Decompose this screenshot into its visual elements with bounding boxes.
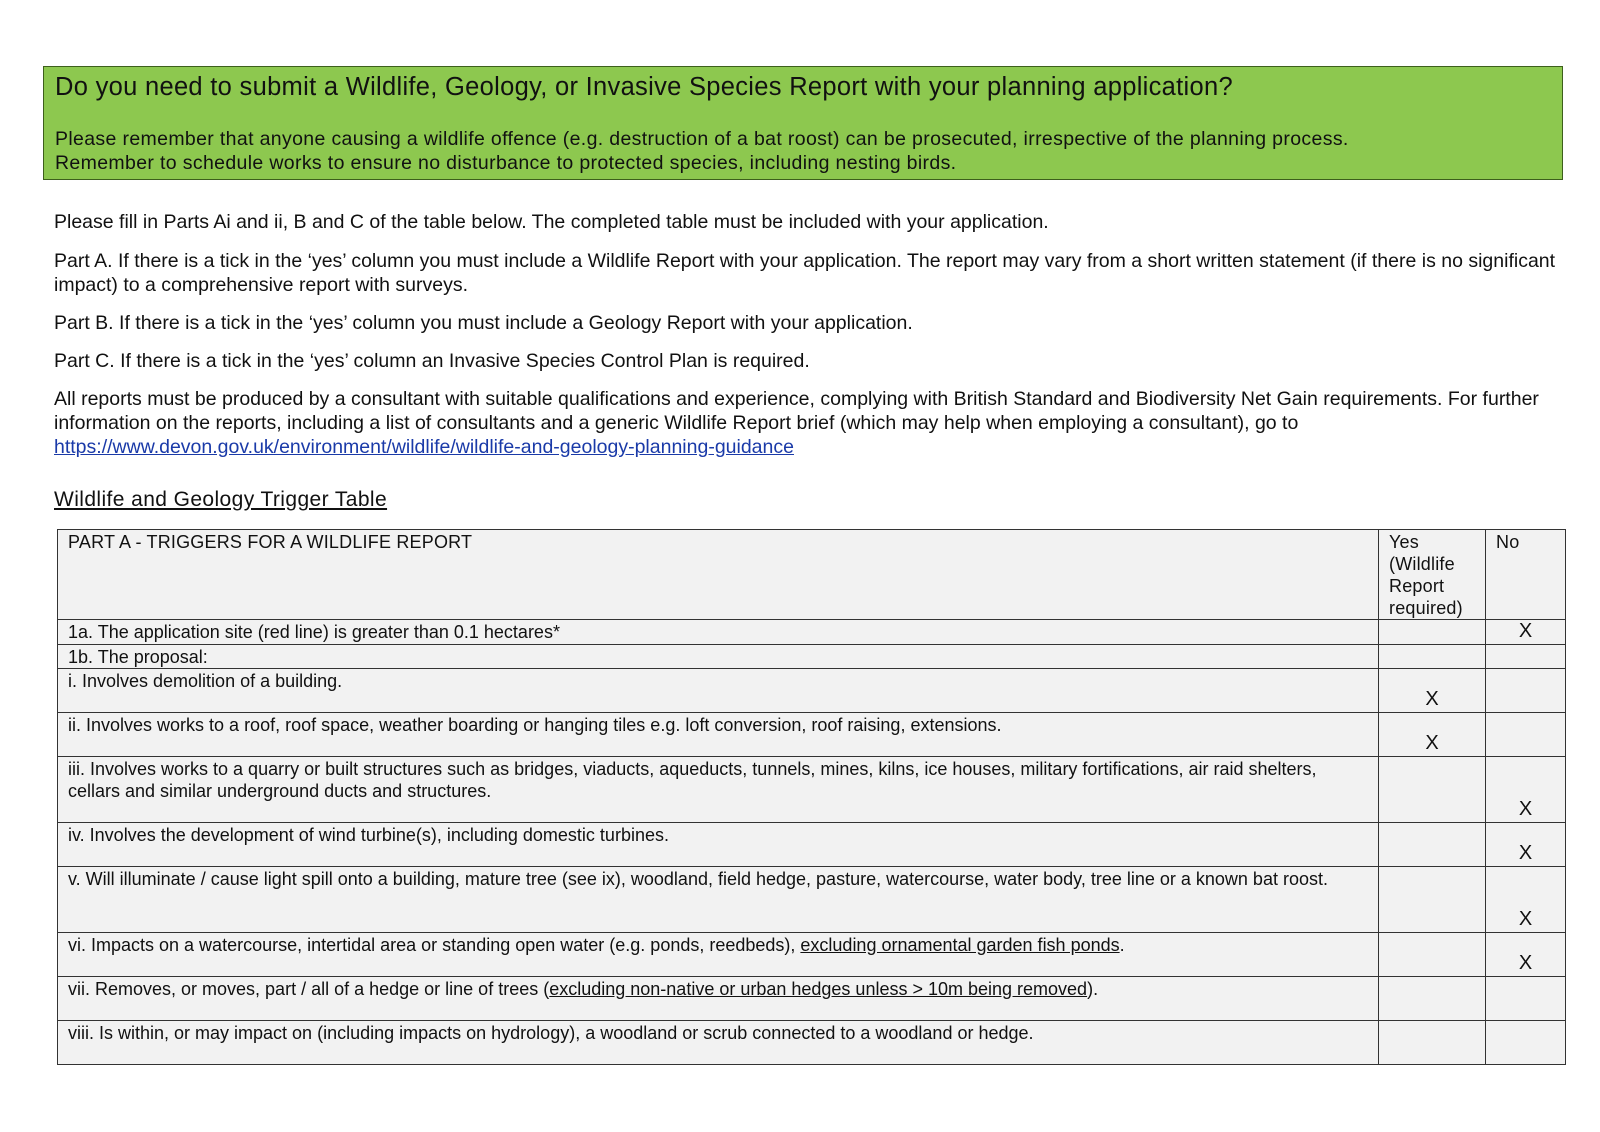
row-vi-text-before: vi. Impacts on a watercourse, intertidal area or standing open water (e.g. ponds, reedbeds), <box>68 935 801 955</box>
fill-in-instruction: Please fill in Parts Ai and ii, B and C of the table below. The completed table must be included with your application. <box>54 211 1049 233</box>
banner-title: Do you need to submit a Wildlife, Geology, or Invasive Species Report with your planning application? <box>55 73 1233 101</box>
table-row <box>58 823 1566 867</box>
row-v-no[interactable]: X <box>1486 867 1566 933</box>
intro-reports <box>54 387 1564 459</box>
banner-note-line-1: Please remember that anyone causing a wildlife offence (e.g. destruction of a bat roost) can be prosecuted, irrespective of the planning process. <box>55 128 1349 150</box>
table-row <box>58 933 1566 977</box>
row-ii-text: ii. Involves works to a roof, roof space, weather boarding or hanging tiles e.g. loft conversion, roof raising, extensions. <box>58 713 1379 757</box>
row-vii-text-underlined: excluding non-native or urban hedges unless > 10m being removed <box>549 979 1088 999</box>
row-vii-text-before: vii. Removes, or moves, part / all of a hedge or line of trees ( <box>68 979 550 999</box>
intro-part-b <box>54 311 1564 335</box>
row-ii-yes[interactable]: X <box>1379 713 1486 757</box>
row-iv-yes[interactable] <box>1379 823 1486 867</box>
table-row <box>58 669 1566 713</box>
intro-part-a <box>54 249 1564 297</box>
row-i-yes[interactable]: X <box>1379 669 1486 713</box>
row-iii-text: iii. Involves works to a quarry or built structures such as bridges, viaducts, aqueducts, tunnels, mines, kilns, ice houses, military fortifications, air raid shelters, cellars and similar underground ducts and structures. <box>58 757 1379 823</box>
section-heading: Wildlife and Geology Trigger Table <box>54 488 388 511</box>
row-vi-yes[interactable] <box>1379 933 1486 977</box>
table-row <box>58 620 1566 645</box>
row-1a-no[interactable]: X <box>1486 620 1566 645</box>
table-row <box>58 977 1566 1021</box>
row-vii-text <box>58 977 1379 1021</box>
row-iii-no[interactable]: X <box>1486 757 1566 823</box>
reports-instruction: All reports must be produced by a consultant with suitable qualifications and experience, complying with British Standard and Biodiversity Net Gain requirements. For further information on the reports, including a list of consultants and a generic Wildlife Report brief (which may help when employing a consultant), go to <box>54 388 1539 434</box>
row-1b-yes[interactable] <box>1379 645 1486 669</box>
row-vi-text-after: . <box>1119 935 1125 955</box>
row-vii-no[interactable] <box>1486 977 1566 1021</box>
row-viii-yes[interactable] <box>1379 1021 1486 1065</box>
banner-note <box>55 127 1551 175</box>
header-yes: Yes (Wildlife Report required) <box>1379 530 1486 620</box>
row-1b-text: 1b. The proposal: <box>58 645 1379 669</box>
row-v-text: v. Will illuminate / cause light spill onto a building, mature tree (see ix), woodland, field hedge, pasture, watercourse, water body, tree line or a known bat roost. <box>58 867 1379 933</box>
table-row <box>58 713 1566 757</box>
table-row <box>58 1021 1566 1065</box>
header-no: No <box>1486 530 1566 620</box>
part-c-instruction: Part C. If there is a tick in the ‘yes’ column an Invasive Species Control Plan is required. <box>54 350 810 372</box>
row-vii-yes[interactable] <box>1379 977 1486 1021</box>
row-iv-no[interactable]: X <box>1486 823 1566 867</box>
table-row <box>58 645 1566 669</box>
banner-note-line-2: Remember to schedule works to ensure no disturbance to protected species, including nesting birds. <box>55 152 957 174</box>
row-iv-text: iv. Involves the development of wind turbine(s), including domestic turbines. <box>58 823 1379 867</box>
row-i-no[interactable] <box>1486 669 1566 713</box>
trigger-table <box>57 529 1566 1065</box>
table-row <box>58 867 1566 933</box>
info-banner <box>43 66 1563 180</box>
header-part-a: PART A - TRIGGERS FOR A WILDLIFE REPORT <box>58 530 1379 620</box>
row-i-text: i. Involves demolition of a building. <box>58 669 1379 713</box>
row-1a-text: 1a. The application site (red line) is greater than 0.1 hectares* <box>58 620 1379 645</box>
part-a-instruction: Part A. If there is a tick in the ‘yes’ column you must include a Wildlife Report with your application. The report may vary from a short written statement (if there is no significant impact) to a comprehensive report with surveys. <box>54 250 1556 296</box>
row-viii-text: viii. Is within, or may impact on (including impacts on hydrology), a woodland or scrub connected to a woodland or hedge. <box>58 1021 1379 1065</box>
table-row <box>58 757 1566 823</box>
row-1a-yes[interactable] <box>1379 620 1486 645</box>
guidance-link[interactable]: https://www.devon.gov.uk/environment/wildlife/wildlife-and-geology-planning-guidance <box>54 436 794 458</box>
row-vi-text-underlined: excluding ornamental garden fish ponds <box>800 935 1120 955</box>
row-1b-no[interactable] <box>1486 645 1566 669</box>
row-vii-text-after: ). <box>1087 979 1099 999</box>
part-b-instruction: Part B. If there is a tick in the ‘yes’ column you must include a Geology Report with your application. <box>54 312 913 334</box>
row-v-yes[interactable] <box>1379 867 1486 933</box>
row-iii-yes[interactable] <box>1379 757 1486 823</box>
row-ii-no[interactable] <box>1486 713 1566 757</box>
intro-part-c <box>54 349 1564 373</box>
table-header-row <box>58 530 1566 620</box>
row-vi-text <box>58 933 1379 977</box>
row-vi-no[interactable]: X <box>1486 933 1566 977</box>
intro-fill-in <box>54 210 1564 234</box>
row-viii-no[interactable] <box>1486 1021 1566 1065</box>
